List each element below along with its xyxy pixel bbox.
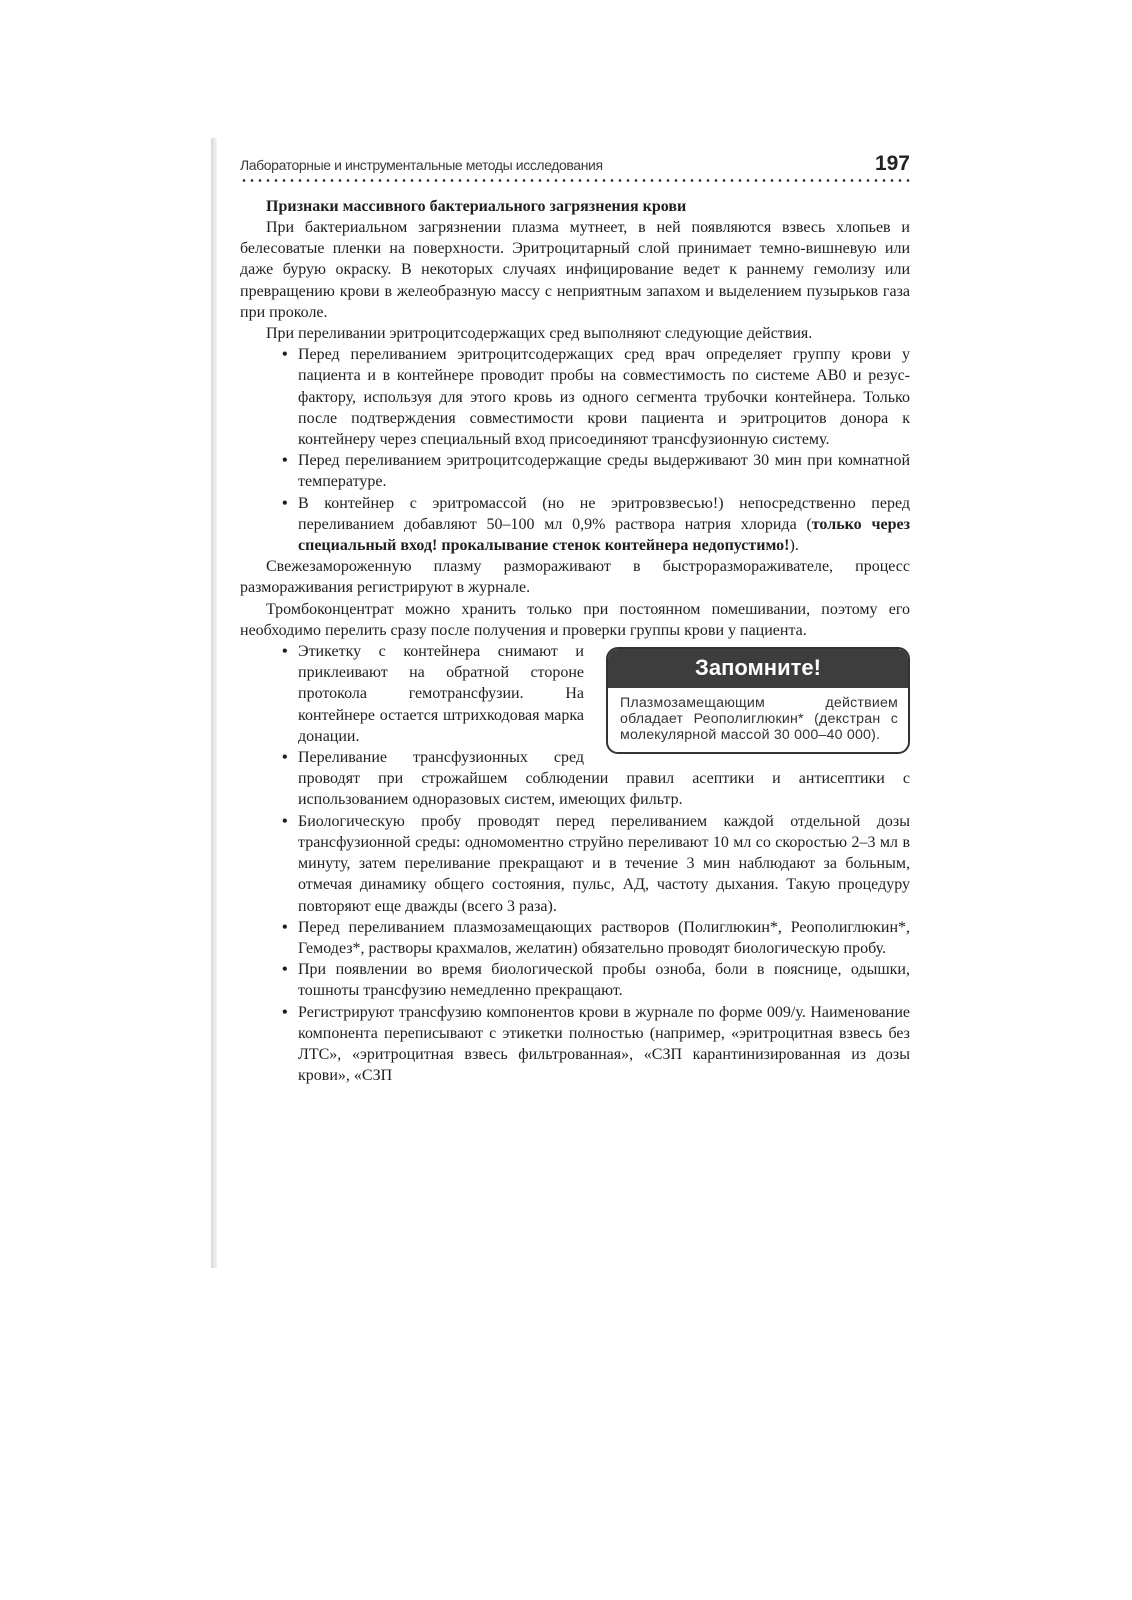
bullet-list [240, 641, 910, 1086]
section-title: Лабораторные и инструментальные методы исследования [240, 157, 603, 173]
bullet-list [240, 344, 910, 556]
list-item-end: ). [789, 537, 799, 555]
list-item: • Перед переливанием плазмозамещающих растворов (Полиглюкин*, Реополиглюкин*, Гемодез*, растворы крахмалов, желатин) обязательно проводят биологическую пробу. [240, 917, 910, 959]
subsection-heading: Признаки массивного бактериального загрязнения крови [266, 198, 687, 215]
list-item-warning: только через специальный вход! прокалывание стенок контейнера недопустимо! [298, 515, 910, 555]
callout-text: Плазмозамещающим действием обладает Реополиглюкин* (декстран с молекулярной массой 30 000–40 000). [620, 695, 898, 744]
paragraph: Свежезамороженную плазму размораживают в быстроразмораживателе, процесс размораживания регистрируют в журнале. [240, 558, 910, 597]
list-item: • Переливание трансфузионных сред проводят при строжайшем соблюдении правил асептики и антисептики с использованием одноразовых систем, имеющих фильтр. [240, 747, 910, 811]
list-item: • Этикетку с контейнера снимают и приклеивают на обратной стороне протокола гемотрансфузии. На контейнере остается штрихкодовая марка донации. [240, 641, 910, 747]
paragraph: Тромбоконцентрат можно хранить только при постоянном помешивании, поэтому его необходимо перелить сразу после получения и проверки группы крови у пациента. [240, 600, 910, 639]
running-header [240, 150, 910, 180]
page-number: 197 [874, 152, 910, 175]
list-item: • Биологическую пробу проводят перед переливанием каждой отдельной дозы трансфузионной среды: одномоментно струйно переливают 10 мл со скоростью 2–3 мл в минуту, затем переливание прекращают и в течение 3 мин наблюдают за больным, отмечая динамику общего состояния, пульс, АД, частоту дыхания. Такую процедуру повторяют еще дважды (всего 3 раза). [240, 811, 910, 917]
list-item: • Перед переливанием эритроцитсодержащих сред врач определяет группу крови у пациента и в контейнере проводит пробы на совместимость по системе АВ0 и резус-фактору, используя для этого кровь из одного сегмента трубочки контейнера. Только после подтверждения совместимости крови пациента и эритроцитов донора к контейнеру через специальный вход присоединяют трансфузионную систему. [240, 344, 910, 450]
book-page [240, 150, 910, 1085]
list-item: • При появлении во время биологической пробы озноба, боли в пояснице, одышки, тошноты трансфузию немедленно прекращают. [240, 959, 910, 1001]
paragraph: При бактериальном загрязнении плазма мутнеет, в ней появляются взвесь хлопьев и белесоватые пленки на поверхности. Эритроцитарный слой принимает темно-вишневую или даже бурую окраску. В некоторых случаях инфицирование ведет к раннему гемолизу или превращению крови в желеобразную массу с неприятным запахом и выделением пузырьков газа при проколе. [240, 219, 910, 321]
list-item: • Перед переливанием эритроцитсодержащие среды выдерживают 30 мин при комнатной температуре. [240, 450, 910, 492]
list-item-text: В контейнер с эритромассой (но не эритровзвесью!) непосредственно перед переливанием добавляют 50–100 мл 0,9% раствора натрия хлорида ( [298, 494, 910, 533]
list-item: • Регистрируют трансфузию компонентов крови в журнале по форме 009/у. Наименование компонента переписывают с этикетки полностью (например, «эритроцитная взвесь без ЛТС», «эритроцитная взвесь фильтрованная», «СЗП карантинизированная из дозы крови», «СЗП [240, 1002, 910, 1087]
scan-edge-shadow [211, 138, 217, 1268]
dotted-rule [240, 179, 910, 182]
list-item [240, 493, 910, 557]
callout-title: Запомните! [608, 649, 908, 688]
paragraph: При переливании эритроцитсодержащих сред выполняют следующие действия. [266, 325, 813, 343]
page-body [240, 196, 910, 1086]
